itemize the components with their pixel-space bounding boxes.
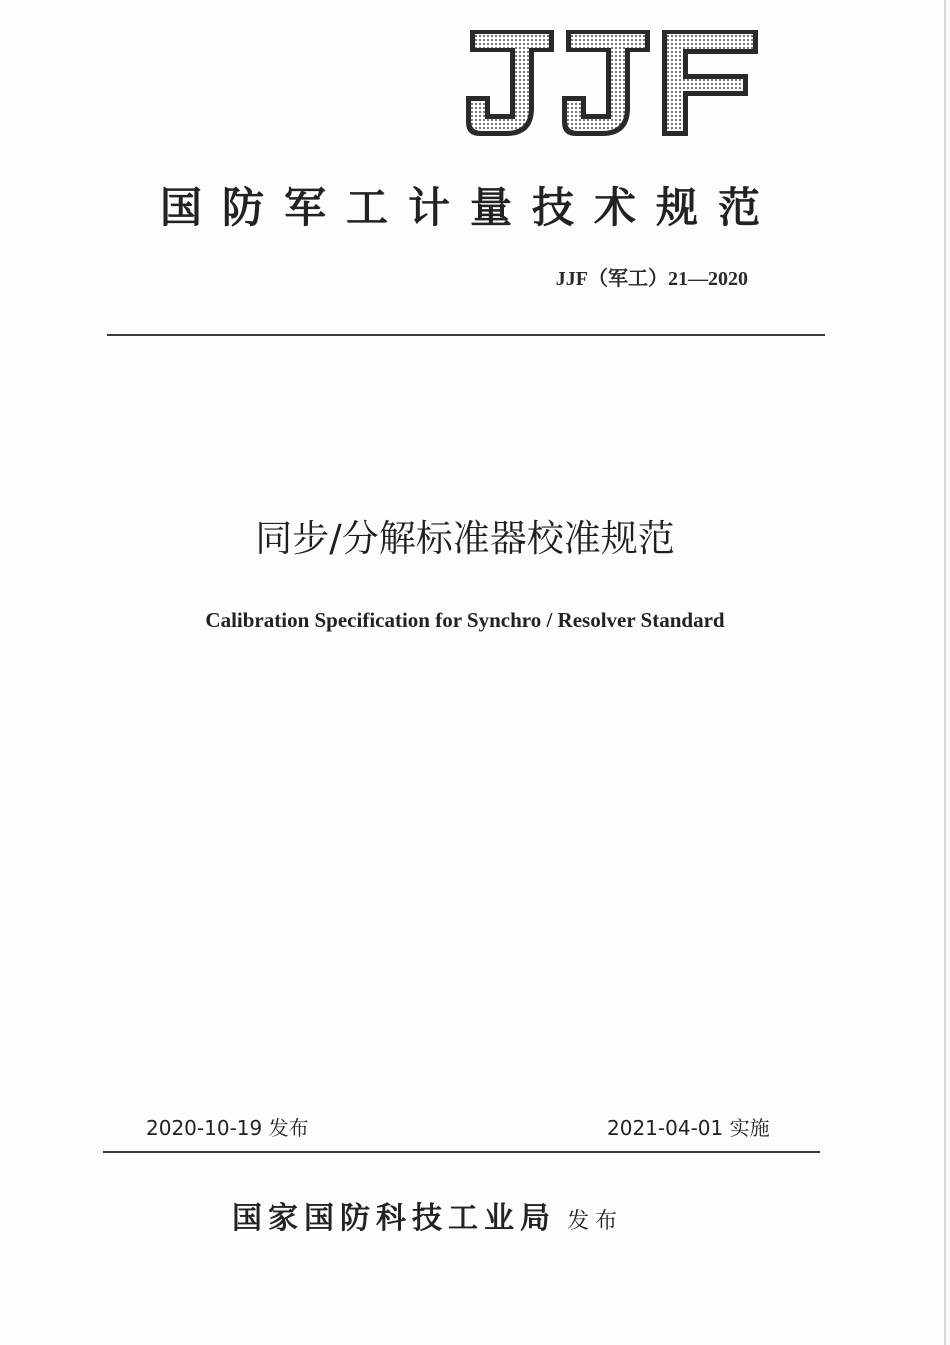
document-title-english: Calibration Specification for Synchro / Resolver Standard (205, 608, 725, 632)
publisher (232, 1193, 623, 1237)
publish-date: 2020-10-19 发布 (146, 1116, 309, 1140)
header-divider (107, 334, 825, 336)
publisher-name: 国家国防科技工业局 (232, 1201, 556, 1236)
standard-code: JJF（军工）21—2020 (555, 268, 748, 290)
effective-date: 2021-04-01 实施 (607, 1116, 770, 1140)
footer-divider (103, 1151, 820, 1153)
scan-edge (944, 0, 946, 1345)
logo-letter-f (662, 30, 758, 136)
logo-letter-j2 (562, 30, 650, 136)
series-title: 国防军工计量技术规范 (159, 183, 780, 232)
document-title-chinese: 同步/分解标准器校准规范 (255, 517, 675, 560)
publisher-suffix: 发布 (567, 1209, 624, 1234)
logo-letter-j1 (466, 30, 554, 136)
jjf-logo (462, 22, 762, 144)
